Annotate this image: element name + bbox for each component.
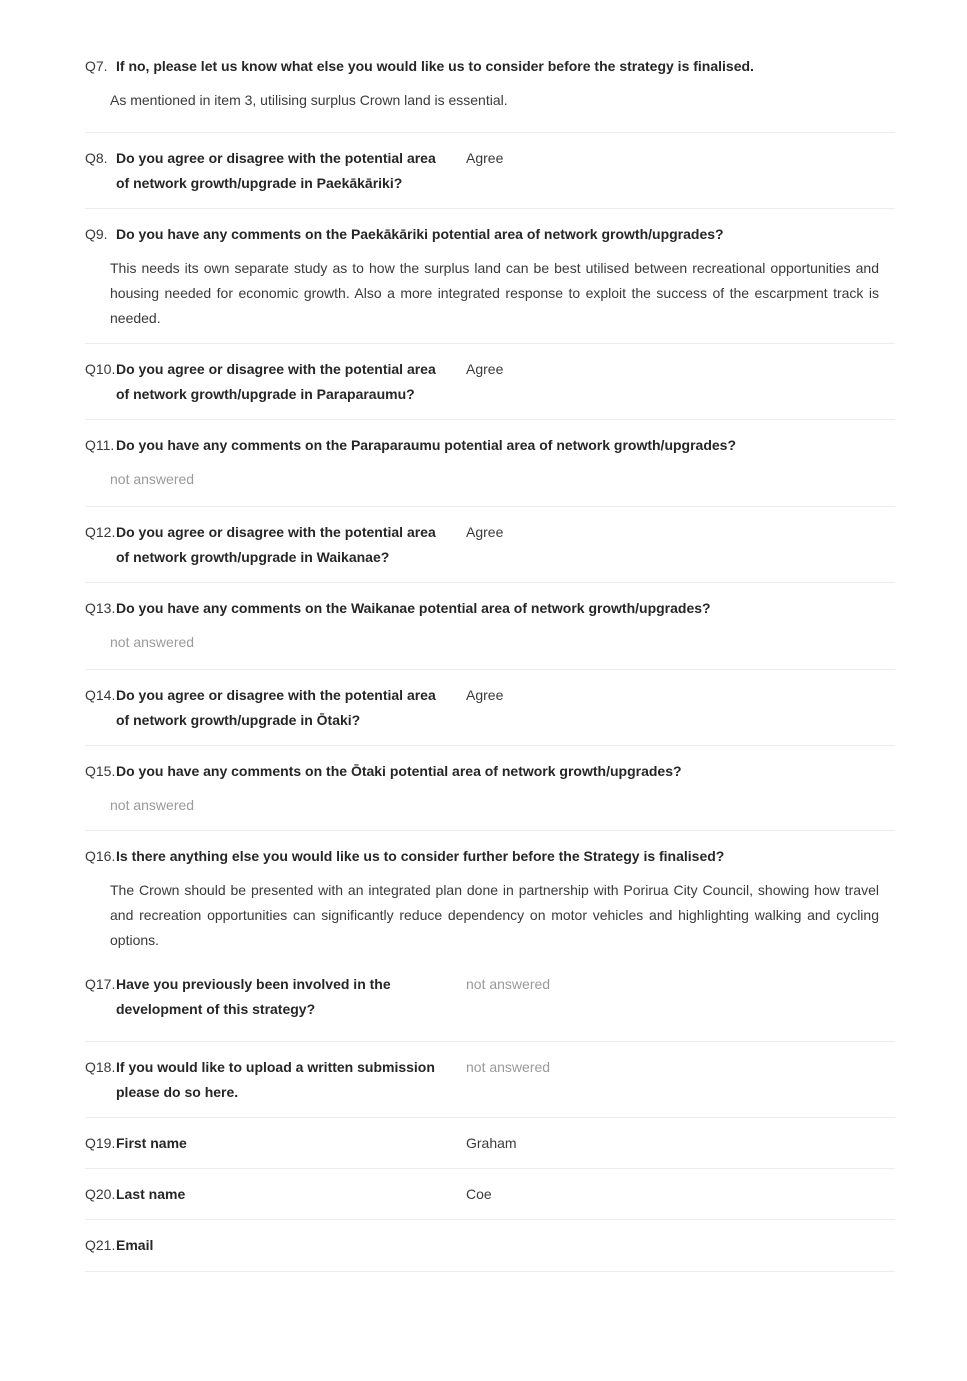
question-number: Q21. bbox=[85, 1237, 116, 1253]
question-q9 bbox=[85, 209, 895, 344]
question-text: Have you previously been involved in the development of this strategy? bbox=[116, 976, 391, 1017]
question-q11 bbox=[85, 420, 895, 507]
question-number: Q15. bbox=[85, 763, 116, 779]
question-q20 bbox=[85, 1169, 895, 1220]
answer-value: not answered bbox=[466, 1059, 551, 1075]
question-header bbox=[85, 344, 895, 407]
question-text: Do you have any comments on the Waikanae potential area of network growth/upgrades? bbox=[116, 600, 711, 616]
question-number: Q16. bbox=[85, 848, 116, 864]
question-text: Do you agree or disagree with the potential area of network growth/upgrade in Paraparaumu? bbox=[116, 361, 436, 402]
answer-value: Agree bbox=[466, 687, 504, 703]
answer-value: Agree bbox=[466, 524, 504, 540]
question-number: Q11. bbox=[85, 437, 115, 453]
question-text: Do you agree or disagree with the potential area of network growth/upgrade in Paekākāriki? bbox=[116, 150, 436, 191]
question-text: Last name bbox=[116, 1186, 186, 1202]
question-q18 bbox=[85, 1042, 895, 1118]
question-header bbox=[85, 966, 895, 1022]
question-q10 bbox=[85, 344, 895, 420]
question-number: Q7. bbox=[85, 58, 108, 74]
question-text: Email bbox=[116, 1237, 154, 1253]
question-number: Q13. bbox=[85, 600, 116, 616]
question-number: Q10. bbox=[85, 361, 116, 377]
question-q21 bbox=[85, 1220, 895, 1272]
question-number: Q20. bbox=[85, 1186, 116, 1202]
answer-value: not answered bbox=[466, 976, 551, 992]
question-q17 bbox=[85, 966, 895, 1042]
question-q19 bbox=[85, 1118, 895, 1169]
question-text: Do you have any comments on the Ōtaki potential area of network growth/upgrades? bbox=[116, 763, 682, 779]
question-header bbox=[85, 583, 895, 621]
question-header bbox=[85, 209, 895, 247]
question-header bbox=[85, 1042, 895, 1105]
question-text: Do you have any comments on the Paekākāriki potential area of network growth/upgrades? bbox=[116, 226, 724, 242]
question-header bbox=[85, 1220, 895, 1258]
question-number: Q8. bbox=[85, 150, 108, 166]
answer-text: not answered bbox=[110, 471, 195, 487]
question-header bbox=[85, 507, 895, 570]
question-q15 bbox=[85, 746, 895, 831]
question-q7 bbox=[85, 48, 895, 133]
question-q14 bbox=[85, 670, 895, 746]
question-header bbox=[85, 746, 895, 784]
question-q13 bbox=[85, 583, 895, 670]
question-number: Q14. bbox=[85, 687, 116, 703]
answer-text: As mentioned in item 3, utilising surplus Crown land is essential. bbox=[110, 92, 508, 108]
question-text: If no, please let us know what else you would like us to consider before the strategy is finalised. bbox=[116, 58, 754, 74]
answer-text: not answered bbox=[110, 634, 195, 650]
question-header bbox=[85, 831, 895, 869]
question-text: Is there anything else you would like us to consider further before the Strategy is finalised? bbox=[116, 848, 725, 864]
answer-value: Agree bbox=[466, 150, 504, 166]
answer-text: not answered bbox=[110, 797, 195, 813]
answer-text: This needs its own separate study as to how the surplus land can be best utilised between recreational opportunities and housing needed for economic growth. Also a more integrated response to exploit the success of the escarpment track is needed. bbox=[110, 260, 879, 326]
question-header bbox=[85, 1169, 895, 1207]
question-header bbox=[85, 48, 895, 79]
question-text: If you would like to upload a written submission please do so here. bbox=[116, 1059, 435, 1100]
question-text: Do you have any comments on the Paraparaumu potential area of network growth/upgrades? bbox=[116, 437, 737, 453]
question-header bbox=[85, 1118, 895, 1156]
question-header bbox=[85, 670, 895, 733]
question-number: Q12. bbox=[85, 524, 116, 540]
answer-value: Graham bbox=[466, 1135, 517, 1151]
question-q16 bbox=[85, 831, 895, 966]
question-q8 bbox=[85, 133, 895, 209]
question-header bbox=[85, 133, 895, 196]
answer-value: Coe bbox=[466, 1186, 492, 1202]
question-number: Q19. bbox=[85, 1135, 116, 1151]
question-text: Do you agree or disagree with the potential area of network growth/upgrade in Waikanae? bbox=[116, 524, 436, 565]
question-number: Q17. bbox=[85, 976, 116, 992]
question-number: Q9. bbox=[85, 226, 108, 242]
answer-text: The Crown should be presented with an integrated plan done in partnership with Porirua City Council, showing how travel and recreation opportunities can significantly reduce dependency on motor vehicles and highlighting walking and cycling options. bbox=[110, 882, 879, 948]
question-number: Q18. bbox=[85, 1059, 116, 1075]
question-text: Do you agree or disagree with the potential area of network growth/upgrade in Ōtaki? bbox=[116, 687, 436, 728]
survey-response-page bbox=[85, 48, 895, 1272]
answer-value: Agree bbox=[466, 361, 504, 377]
question-text: First name bbox=[116, 1135, 187, 1151]
question-q12 bbox=[85, 507, 895, 583]
question-header bbox=[85, 420, 895, 458]
